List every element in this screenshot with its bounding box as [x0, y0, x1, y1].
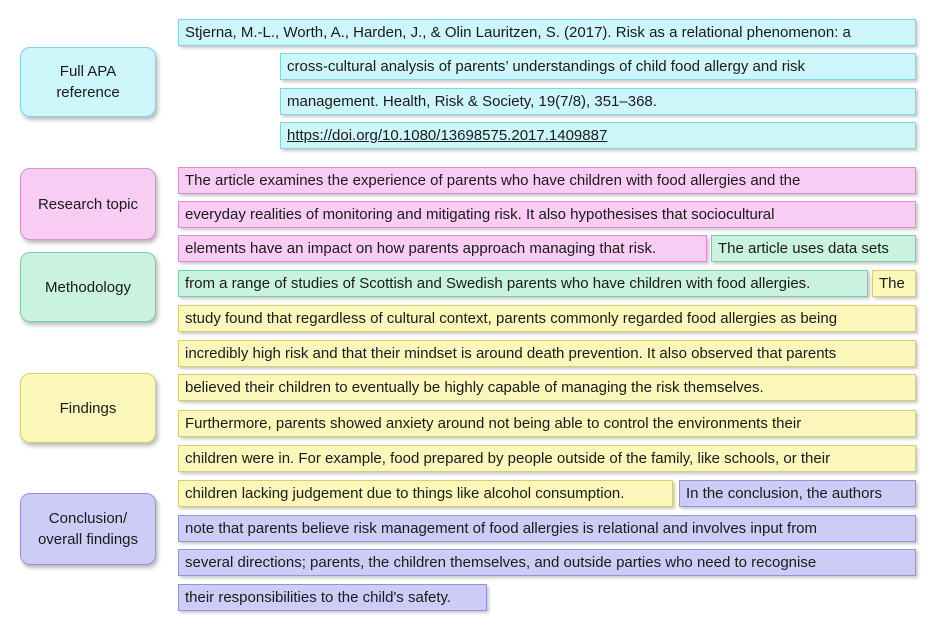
methodology-line-1: The article uses data sets: [711, 235, 916, 262]
reference-line-2: cross-cultural analysis of parents’ understandings of child food allergy and risk: [280, 53, 916, 80]
conclusion-line-2: note that parents believe risk management of food allergies is relational and involves input from: [178, 515, 916, 542]
label-methodology: [20, 252, 156, 322]
label-full-apa-reference: [20, 47, 156, 117]
topic-line-2: everyday realities of monitoring and mitigating risk. It also hypothesises that sociocultural: [178, 201, 916, 228]
reference-doi-link[interactable]: https://doi.org/10.1080/13698575.2017.1409887: [280, 122, 916, 149]
label-text: Methodology: [45, 278, 131, 296]
topic-line-3: elements have an impact on how parents approach managing that risk.: [178, 235, 707, 262]
findings-line-6: children were in. For example, food prepared by people outside of the family, like schools, or their: [178, 445, 916, 472]
conclusion-line-1: In the conclusion, the authors: [679, 480, 916, 507]
label-research-topic: [20, 168, 156, 240]
label-text: Full APA reference: [56, 63, 120, 101]
conclusion-line-4: their responsibilities to the child's safety.: [178, 584, 487, 611]
findings-line-3: incredibly high risk and that their mindset is around death prevention. It also observed that parents: [178, 340, 916, 367]
findings-line-5: Furthermore, parents showed anxiety around not being able to control the environments their: [178, 410, 916, 437]
findings-line-4: believed their children to eventually be highly capable of managing the risk themselves.: [178, 374, 916, 401]
methodology-line-2: from a range of studies of Scottish and Swedish parents who have children with food allergies.: [178, 270, 868, 297]
label-text: Research topic: [37, 195, 139, 213]
label-conclusion: [20, 493, 156, 565]
findings-line-7: children lacking judgement due to things like alcohol consumption.: [178, 480, 673, 507]
findings-line-1: The: [872, 270, 916, 297]
label-text: Conclusion/ overall findings: [37, 510, 139, 548]
reference-line-1: Stjerna, M.-L., Worth, A., Harden, J., & Olin Lauritzen, S. (2017). Risk as a relational phenomenon: a: [178, 19, 916, 46]
label-findings: [20, 373, 156, 443]
conclusion-line-3: several directions; parents, the children themselves, and outside parties who need to recognise: [178, 549, 916, 576]
label-text: Findings: [59, 399, 117, 417]
findings-line-2: study found that regardless of cultural context, parents commonly regarded food allergies as being: [178, 305, 916, 332]
reference-line-3: management. Health, Risk & Society, 19(7/8), 351–368.: [280, 88, 916, 115]
topic-line-1: The article examines the experience of parents who have children with food allergies and the: [178, 167, 916, 194]
